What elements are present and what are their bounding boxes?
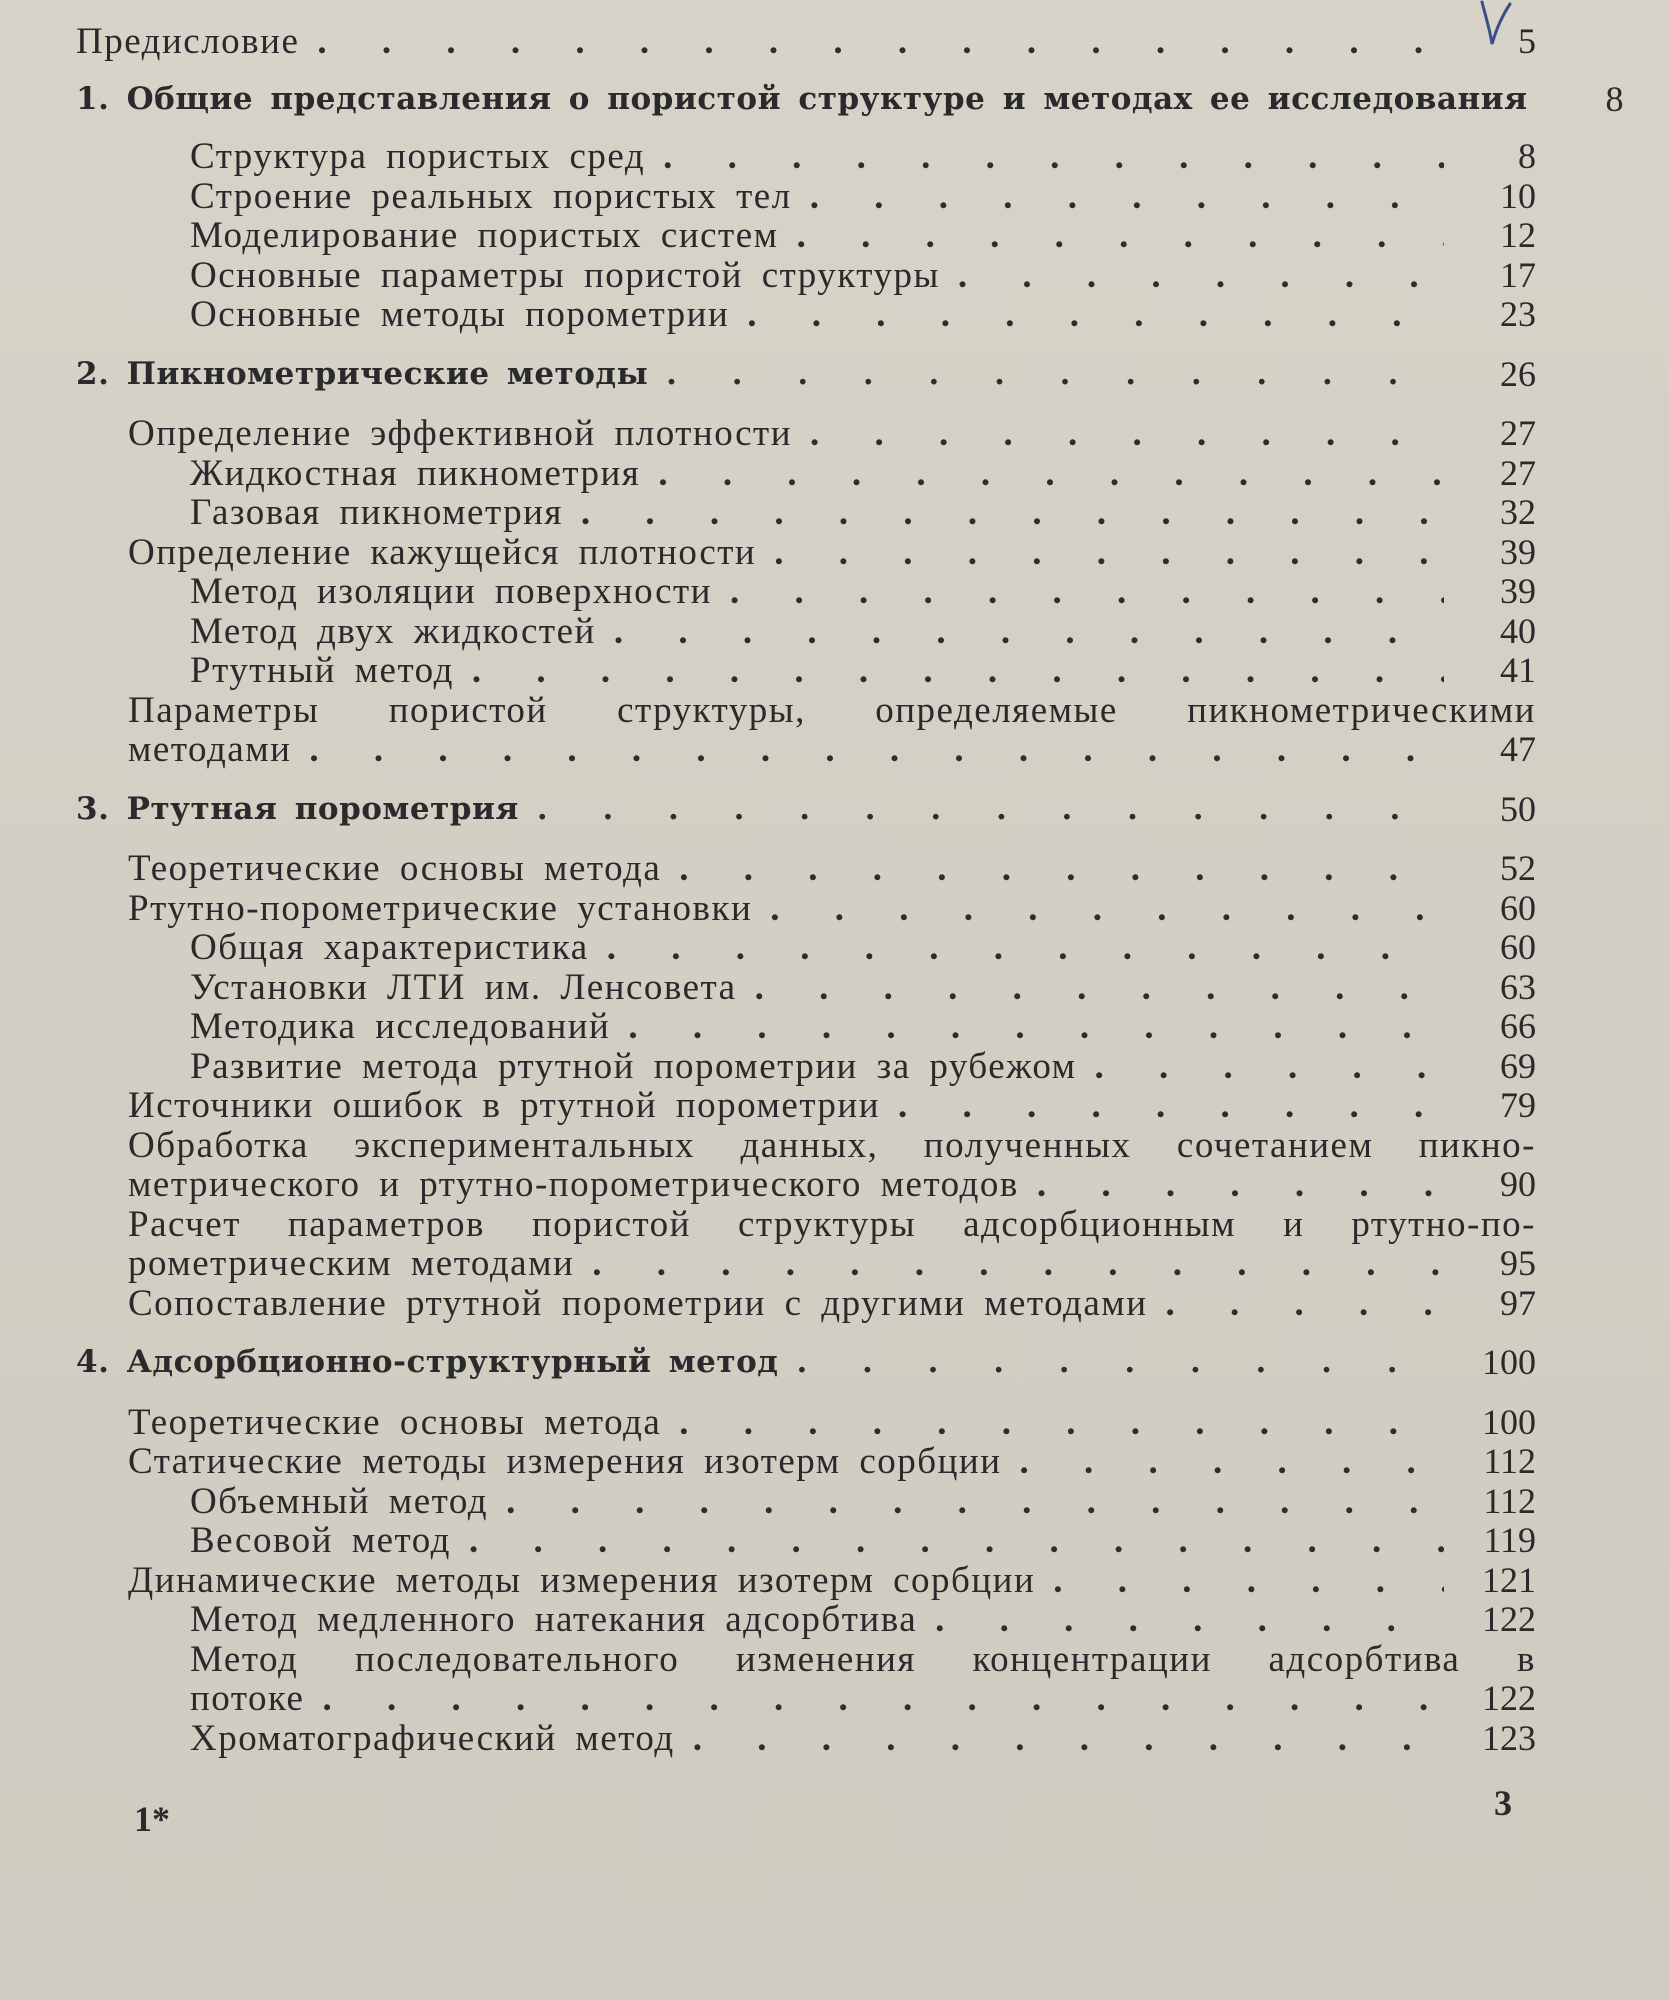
entry-title: Сопоставление ртутной порометрии с другими методами: [128, 1282, 1148, 1324]
toc-section-line1: [76, 1205, 1536, 1245]
entry-title: потоке: [190, 1678, 305, 1719]
entry-title: Установки ЛТИ им. Ленсовета: [190, 966, 737, 1008]
entry-page: 123: [1482, 1717, 1536, 1758]
entry-title: Источники ошибок в ртутной порометрии: [128, 1085, 881, 1126]
entry-title: Хроматографический метод: [190, 1717, 675, 1759]
entry-page: 32: [1500, 492, 1536, 532]
dot-leader: [1053, 1561, 1444, 1601]
toc-entry: [76, 968, 1536, 1008]
entry-title: Параметры пористой структуры, определяемые пикнометрическими: [128, 689, 1536, 731]
dot-leader: [614, 612, 1444, 652]
entry-page: 119: [1483, 1520, 1536, 1560]
dot-leader: [755, 968, 1444, 1008]
dot-leader: [581, 493, 1444, 533]
dot-leader: [898, 1086, 1444, 1126]
dot-leader: [935, 1600, 1444, 1640]
toc-entry: [76, 572, 1536, 612]
chapter-page: 8: [1605, 78, 1624, 119]
entry-page: 66: [1500, 1006, 1536, 1046]
toc-entry: [76, 1521, 1536, 1561]
toc-entry: [76, 256, 1536, 296]
dot-leader: [958, 256, 1444, 296]
entry-title: методами: [128, 729, 292, 770]
dot-leader: [317, 22, 1444, 62]
entry-page: 60: [1500, 887, 1536, 928]
table-of-contents: [76, 21, 1624, 1759]
entry-page: 122: [1482, 1599, 1536, 1639]
dot-leader: [592, 1244, 1444, 1284]
entry-title: Объемный метод: [190, 1480, 489, 1522]
toc-section: [76, 1086, 1536, 1126]
entry-title: Метод последовательного изменения концентрации адсорбтива в: [190, 1638, 1536, 1680]
dot-leader: [666, 355, 1444, 395]
entry-page: 95: [1500, 1243, 1536, 1283]
dot-leader: [1020, 1442, 1444, 1482]
toc-section: [76, 849, 1536, 889]
entry-title: Обработка экспериментальных данных, полученных сочетанием пикно-: [128, 1124, 1536, 1166]
entry-title: Метод медленного натекания адсорбтива: [190, 1599, 918, 1640]
entry-title: Жидкостная пикнометрия: [190, 452, 641, 494]
entry-page: 23: [1500, 294, 1536, 334]
toc-section: [76, 414, 1536, 454]
toc-entry-line1: [76, 1640, 1536, 1680]
toc-entry: [76, 1482, 1536, 1522]
toc-chapter-4: [76, 1343, 1536, 1383]
dot-leader: [774, 533, 1444, 573]
entry-title: Весовой метод: [190, 1520, 451, 1561]
dot-leader: [506, 1482, 1444, 1522]
toc-section-line2: [76, 1165, 1536, 1205]
toc-entry: [76, 493, 1536, 533]
entry-page: 39: [1500, 571, 1536, 611]
chapter-title: 4. Адсорбционно-структурный метод: [76, 1344, 779, 1380]
dot-leader: [628, 1007, 1444, 1047]
chapter-title: 3. Ртутная порометрия: [76, 790, 519, 827]
entry-page: 5: [1518, 21, 1536, 61]
toc-entry: [76, 1719, 1536, 1759]
entry-title: Развитие метода ртутной порометрии за рубежом: [190, 1045, 1077, 1087]
entry-page: 121: [1482, 1559, 1536, 1600]
entry-page: 47: [1500, 729, 1536, 769]
chapter-title: 1. Общие представления о пористой структуре и методах ее исследования: [76, 80, 1528, 117]
toc-section: [76, 1442, 1536, 1482]
toc-entry: [76, 612, 1536, 652]
toc-entry: [76, 177, 1536, 217]
dot-leader: [693, 1719, 1444, 1759]
entry-title: Строение реальных пористых тел: [190, 175, 792, 217]
dot-leader: [1166, 1284, 1445, 1324]
entry-page: 122: [1482, 1678, 1536, 1718]
entry-title: Ртутно-порометрические установки: [128, 887, 753, 929]
dot-leader: [747, 295, 1444, 335]
dot-leader: [663, 137, 1444, 177]
toc-entry-line2: [76, 1679, 1536, 1719]
toc-section-line1: [76, 691, 1536, 731]
entry-page: 10: [1500, 175, 1536, 216]
toc-entry: [76, 1600, 1536, 1640]
entry-title: Метод изоляции поверхности: [190, 571, 712, 612]
chapter-title: 2. Пикнометрические методы: [76, 355, 649, 392]
entry-page: 60: [1500, 927, 1536, 967]
entry-title: Основные методы порометрии: [190, 294, 730, 335]
entry-title: рометрическим методами: [128, 1243, 575, 1284]
toc-entry-preface: [76, 22, 1536, 62]
entry-page: 40: [1500, 610, 1536, 651]
toc-entry: [76, 216, 1536, 256]
toc-entry: [76, 928, 1536, 968]
dot-leader: [537, 790, 1444, 830]
entry-title: Ртутный метод: [190, 650, 454, 691]
dot-leader: [607, 928, 1444, 968]
entry-title: Статические методы измерения изотерм сорбции: [128, 1441, 1002, 1482]
chapter-page: 50: [1500, 788, 1536, 829]
dot-leader: [472, 651, 1444, 691]
entry-page: 52: [1500, 848, 1536, 888]
signature-mark: 1*: [134, 1799, 170, 1839]
entry-title: Расчет параметров пористой структуры адсорбционным и ртутно-по-: [128, 1203, 1536, 1245]
dot-leader: [322, 1679, 1444, 1719]
entry-page: 27: [1500, 413, 1536, 453]
entry-title: Теоретические основы метода: [128, 1401, 662, 1443]
toc-section-line1: [76, 1126, 1536, 1166]
toc-section: [76, 889, 1536, 929]
dot-leader: [730, 572, 1444, 612]
toc-entry: [76, 137, 1536, 177]
dot-leader: [309, 730, 1444, 770]
dot-leader: [810, 177, 1444, 217]
toc-section: [76, 1561, 1536, 1601]
entry-page: 8: [1518, 136, 1536, 176]
dot-leader: [1037, 1165, 1444, 1205]
dot-leader: [797, 216, 1444, 256]
entry-page: 112: [1483, 1480, 1536, 1521]
entry-title: Газовая пикнометрия: [190, 492, 563, 533]
page-number: 3: [1494, 1783, 1512, 1823]
entry-title: Предисловие: [76, 21, 300, 62]
entry-title: Метод двух жидкостей: [190, 610, 596, 652]
toc-section: [76, 1284, 1536, 1324]
entry-page: 90: [1500, 1164, 1536, 1204]
dot-leader: [1095, 1047, 1444, 1087]
entry-title: Методика исследований: [190, 1006, 611, 1047]
dot-leader: [679, 849, 1444, 889]
entry-title: метрического и ртутно-порометрического методов: [128, 1164, 1019, 1205]
dot-leader: [469, 1521, 1444, 1561]
toc-chapter-1: [76, 78, 1624, 120]
toc-entry: [76, 651, 1536, 691]
toc-section: [76, 533, 1536, 573]
toc-section: [76, 1403, 1536, 1443]
entry-page: 12: [1500, 215, 1536, 255]
entry-page: 79: [1500, 1085, 1536, 1125]
entry-page: 69: [1500, 1045, 1536, 1086]
dot-leader: [679, 1403, 1444, 1443]
entry-page: 27: [1500, 452, 1536, 493]
entry-title: Определение эффективной плотности: [128, 413, 793, 454]
chapter-page: 100: [1482, 1342, 1536, 1382]
entry-page: 112: [1483, 1441, 1536, 1481]
toc-chapter-3: [76, 790, 1536, 830]
entry-title: Определение кажущейся плотности: [128, 531, 757, 573]
toc-entry: [76, 1007, 1536, 1047]
dot-leader: [796, 1343, 1444, 1383]
entry-page: 39: [1500, 531, 1536, 572]
toc-chapter-2: [76, 355, 1536, 395]
toc-entry: [76, 454, 1536, 494]
entry-page: 100: [1482, 1401, 1536, 1442]
dot-leader: [810, 414, 1444, 454]
entry-title: Основные параметры пористой структуры: [190, 254, 940, 296]
toc-entry: [76, 1047, 1536, 1087]
chapter-page: 26: [1500, 353, 1536, 394]
toc-entry: [76, 295, 1536, 335]
dot-leader: [770, 889, 1444, 929]
entry-page: 17: [1500, 254, 1536, 295]
toc-section-line2: [76, 730, 1536, 770]
entry-title: Динамические методы измерения изотерм сорбции: [128, 1559, 1036, 1601]
entry-title: Теоретические основы метода: [128, 848, 662, 889]
entry-page: 97: [1500, 1282, 1536, 1323]
entry-title: Общая характеристика: [190, 927, 589, 968]
dot-leader: [658, 454, 1444, 494]
toc-section-line2: [76, 1244, 1536, 1284]
entry-title: Моделирование пористых систем: [190, 215, 779, 256]
entry-page: 41: [1500, 650, 1536, 690]
entry-title: Структура пористых сред: [190, 136, 646, 177]
entry-page: 63: [1500, 966, 1536, 1007]
